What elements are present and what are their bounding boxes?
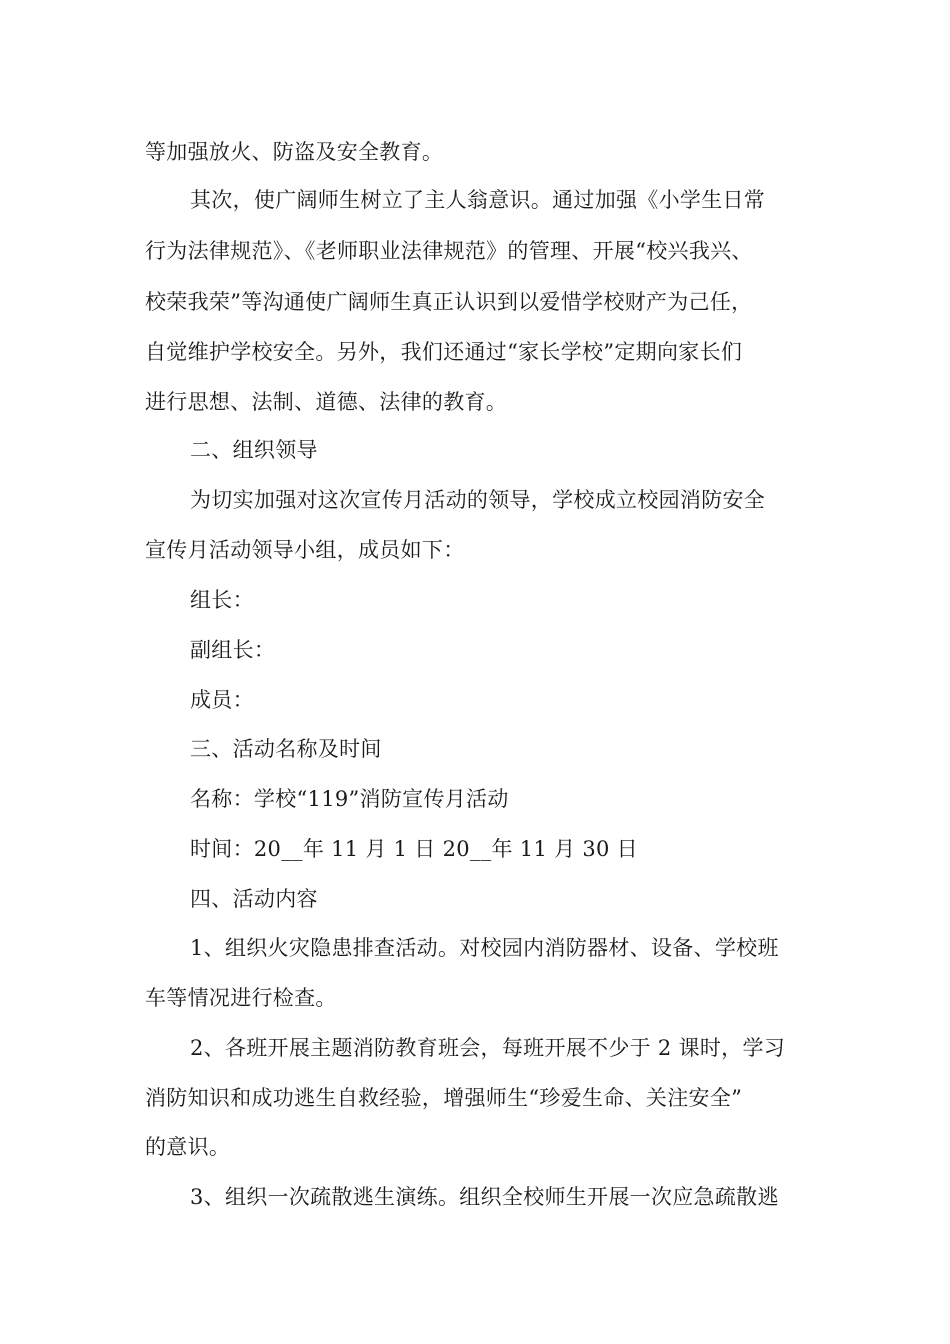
text-line: 2、各班开展主题消防教育班会，每班开展不少于 2 课时，学习 (190, 1036, 786, 1060)
text-line: 车等情况进行检查。 (145, 986, 337, 1010)
text-line: 其次，使广阔师生树立了主人翁意识。通过加强《小学生日常 (190, 188, 766, 212)
text-line: 校荣我荣”等沟通使广阔师生真正认识到以爱惜学校财产为己任， (145, 290, 753, 314)
text-line: 自觉维护学校安全。另外，我们还通过“家长学校”定期向家长们 (145, 340, 743, 364)
section-heading: 四、活动内容 (190, 887, 318, 911)
section-heading: 二、组织领导 (190, 438, 318, 462)
text-line: 宣传月活动领导小组，成员如下： (145, 538, 465, 562)
text-line: 3、组织一次疏散逃生演练。组织全校师生开展一次应急疏散逃 (190, 1185, 779, 1209)
text-line: 名称：学校“119”消防宣传月活动 (190, 787, 509, 811)
text-line: 组长： (190, 588, 254, 612)
text-line: 成员： (190, 688, 254, 712)
text-line: 时间：20__年 11 月 1 日 20__年 11 月 30 日 (190, 837, 638, 861)
text-line: 1、组织火灾隐患排查活动。对校园内消防器材、设备、学校班 (190, 936, 779, 960)
section-heading: 三、活动名称及时间 (190, 737, 382, 761)
text-line: 为切实加强对这次宣传月活动的领导，学校成立校园消防安全 (190, 488, 766, 512)
text-line: 等加强放火、防盗及安全教育。 (145, 140, 444, 164)
text-line: 进行思想、法制、道德、法律的教育。 (145, 390, 508, 414)
text-line: 副组长： (190, 638, 276, 662)
text-line: 消防知识和成功逃生自救经验，增强师生“珍爱生命、关注安全” (145, 1086, 743, 1110)
text-line: 的意识。 (145, 1135, 231, 1159)
text-line: 行为法律规范》、《老师职业法律规范》的管理、开展“校兴我兴、 (145, 239, 753, 263)
